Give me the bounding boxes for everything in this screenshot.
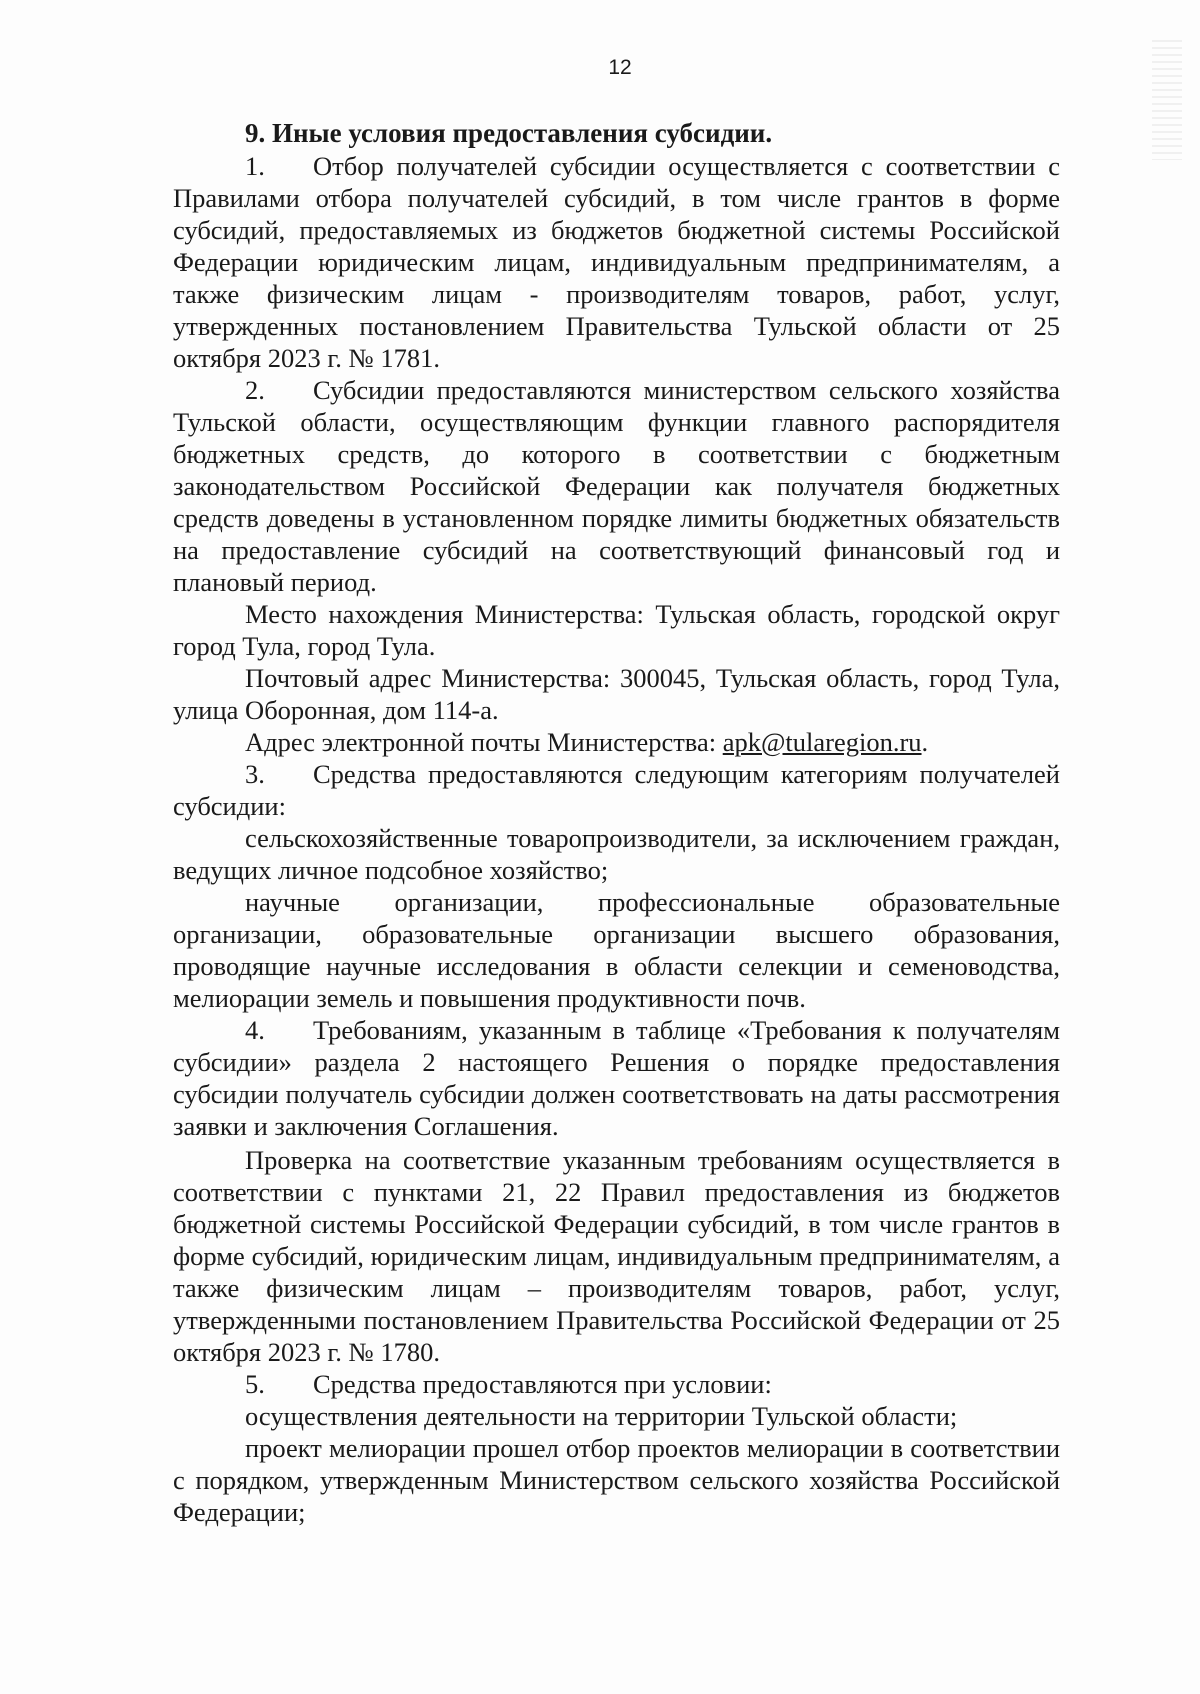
condition-territory: осуществления деятельности на территории Тульской области; xyxy=(245,1401,958,1431)
paragraph-number: 4. xyxy=(245,1015,265,1045)
section-heading: 9. Иные условия предоставления субсидии. xyxy=(245,118,773,148)
paragraph-text: Средства предоставляются при условии: xyxy=(313,1369,772,1399)
category-scientific-organizations: научные организации, профессиональные образовательные организации, образовательные организации высшего образования, проводящие научные исследования в области селекции и семеноводства, мелиорации земель и повышения продуктивности почв. xyxy=(173,887,1060,1013)
paragraph-text: Субсидии предоставляются министерством сельского хозяйства Тульской области, осуществляющим функции главного распорядителя бюджетных средств, до которого в соответствии с бюджетным законодательством Российской Федерации как получателя бюджетных средств доведены в установленном порядке лимиты бюджетных обязательств на предоставление субсидий на соответствующий финансовый год и плановый период. xyxy=(173,375,1060,597)
paragraph-text: Требованиям, указанным в таблице «Требования к получателям субсидии» раздела 2 настоящего Решения о порядке предоставления субсидии получатель субсидии должен соответствовать на даты рассмотрения заявки и заключения Соглашения. xyxy=(173,1015,1060,1141)
paragraph-text: Отбор получателей субсидии осуществляется с соответствии с Правилами отбора получателей субсидий, в том числе грантов в форме субсидий, предоставляемых из бюджетов бюджетной системы Российской Федерации юридическим лицам, индивидуальным предпринимателям, а также физическим лицам - производителям товаров, работ, услуг, утвержденных постановлением Правительства Тульской области от 25 октября 2023 г. № 1781. xyxy=(173,151,1060,373)
page-number: 12 xyxy=(608,56,632,79)
paragraph-5 xyxy=(173,1368,1060,1400)
paragraph-number: 2. xyxy=(245,375,265,405)
ministry-email-line xyxy=(173,726,1060,758)
paragraph-number: 3. xyxy=(245,759,265,789)
paragraph-1 xyxy=(173,150,1060,374)
category-agricultural-producers: сельскохозяйственные товаропроизводители, за исключением граждан, ведущих личное подсобное хозяйство; xyxy=(173,823,1060,885)
email-suffix: . xyxy=(921,727,929,757)
paragraph-number: 5. xyxy=(245,1369,265,1399)
paragraph-2 xyxy=(173,374,1060,598)
ministry-location: Место нахождения Министерства: Тульская область, городской округ город Тула, город Тула. xyxy=(173,599,1060,661)
paragraph-3 xyxy=(173,758,1060,822)
condition-melioration-project: проект мелиорации прошел отбор проектов мелиорации в соответствии с порядком, утвержденным Министерством сельского хозяйства Российской Федерации; xyxy=(173,1433,1060,1527)
paragraph-number: 1. xyxy=(245,151,265,181)
document-body xyxy=(173,116,1060,1528)
paragraph-text: Средства предоставляются следующим категориям получателей субсидии: xyxy=(173,759,1060,821)
requirements-check: Проверка на соответствие указанным требованиям осуществляется в соответствии с пунктами 21, 22 Правил предоставления из бюджетов бюджетной системы Российской Федерации субсидий, в том числе грантов в форме субсидий, юридическим лицам, индивидуальным предпринимателям, а также физическим лицам – производителям товаров, работ, услуг, утвержденными постановлением Правительства Российской Федерации от 25 октября 2023 г. № 1780. xyxy=(173,1145,1060,1367)
ministry-postal-address: Почтовый адрес Министерства: 300045, Тульская область, город Тула, улица Оборонная, дом 114-а. xyxy=(173,663,1060,725)
paragraph-4 xyxy=(173,1014,1060,1142)
email-label: Адрес электронной почты Министерства: xyxy=(245,727,723,757)
email-link[interactable]: apk@tularegion.ru xyxy=(722,727,922,757)
